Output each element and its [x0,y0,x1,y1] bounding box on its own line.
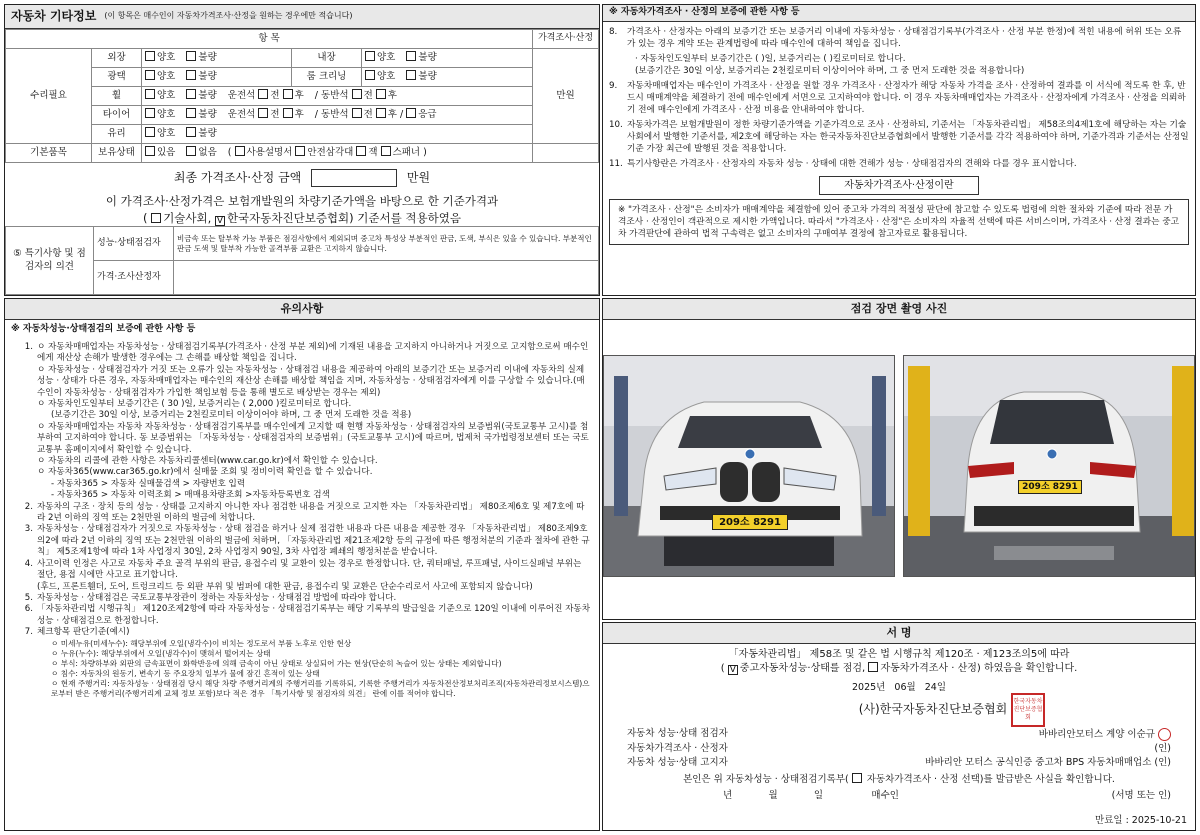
room-clean-bad-checkbox[interactable] [406,70,416,80]
signature-statement [603,644,1195,676]
inspector-label: 성능·상태점검자 [94,227,174,261]
good-text: 양호 [157,71,176,83]
basis-line2: ( 기술사회, V 한국자동차진단보증협회) 기준서를 적용하였음 [143,211,461,226]
bad-text: 불량 [418,52,437,64]
signature-line1: 「자동차관리법」 제58조 및 같은 법 시행규칙 제120조 · 제123조의5에 따라 [728,649,1070,661]
notice-subtitle: ※ 자동차성능·상태점검의 보증에 관한 사항 등 [11,324,196,335]
bad-text: 불량 [198,109,217,121]
price-value: 만원 [533,49,599,144]
tire-driver-front-checkbox[interactable] [258,108,268,118]
good-text: 양호 [377,52,396,64]
signature-row-notifier [603,756,1195,770]
buyer-day: 일 [813,790,824,802]
col-item-header: 항 목 [6,30,533,49]
repair-needed-label: 수리필요 [6,49,92,144]
has-text: 있음 [157,147,176,159]
etc-info-table [5,29,599,163]
special-notes-label: ⑤ 특기사항 및 점검자의 의견 [6,227,94,295]
date-day: 24일 [924,682,946,694]
none-text: 없음 [198,147,217,159]
final-price-block [5,163,599,187]
wheel-pass-front-checkbox[interactable] [352,89,362,99]
good-text: 양호 [157,90,176,102]
notice-1d: (보증기간은 30일 이상, 보증거리는 2천킬로미터 이상이어야 하며, 그 중 먼저 도래한 것을 적용) [51,410,412,421]
appraisal-warranty-panel [602,4,1196,296]
spanner-checkbox[interactable] [381,146,391,156]
appraiser-role: 자동차가격조사 · 산정자 [627,742,728,754]
bad-text: 불량 [198,71,217,83]
appraisal-text: 자동차가격조사 · 산정) 하였음을 확인합니다. [880,663,1078,675]
gloss-options [142,68,292,87]
wheel-driver-front-checkbox[interactable] [258,89,268,99]
vehicle-etc-info-panel [4,4,600,296]
rear-car-illustration [904,356,1195,577]
manual-text: 사용설명서 [246,147,293,159]
bad-text: 불량 [198,90,217,102]
interior-bad-checkbox[interactable] [406,51,416,61]
kadwa-checkbox[interactable]: V [216,216,224,226]
final-price-input[interactable] [311,169,397,187]
jack-checkbox[interactable] [356,146,366,156]
performance-check-text: 중고자동차성능·상태를 점검, [739,663,866,675]
tech-society-checkbox[interactable] [151,213,161,223]
wheel-good-checkbox[interactable] [145,89,155,99]
performance-check-checkbox[interactable]: V [729,665,736,676]
warranty-title: ※ 자동차가격조사 · 산정의 보증에 관한 사항 등 [603,5,1195,22]
notice-2: 자동차의 구조 · 장치 등의 성능 · 상태를 고지하지 아니한 자나 점검한 내용을 거짓으로 고지한 자는 「자동차관리법」 제80조제6호 및 제7호에 따라 2년 이하의 징역 또는 2천만원 이하의 벌금에 처합니다. [37,501,585,524]
exterior-good-checkbox[interactable] [145,51,155,61]
rear-car-photo [903,355,1195,577]
notice-7c: ㅇ 부식: 차량하부와 외판의 금속표면이 화학반응에 의해 금속이 아닌 상태로 상실되어 가는 현상(단순히 녹슬어 있는 상태는 제외합니다) [51,658,502,668]
etc-info-header [5,5,599,29]
notice-1a: ㅇ 자동차매매업자는 자동차성능 · 상태점검기록부(가격조사 · 산정 부분 제외)에 기재된 내용을 고지하지 아니하거나 거짓으로 고지함으로써 매수인에게 재산상 손해가 발생한 경우에는 그 손해를 배상할 책임을 집니다. [37,341,589,364]
room-clean-options [362,68,533,87]
warranty-item-11: 특기사항란은 가격조사 · 산정자의 자동차 성능 · 상태에 대한 견해가 성능 · 상태점검자의 견해와 다를 경우 표시합니다. [627,158,1077,169]
basic-items-label: 기본품목 [6,144,92,163]
item-number: 11. [609,158,623,169]
triangle-text: 안전삼각대 [307,147,354,159]
final-price-unit: 만원 [406,170,431,185]
notice-4: 사고이력 인정은 사고로 자동차 주요 골격 부위의 판금, 용접수리 및 교환이 있는 경우로 한정합니다. 단, 쿼터패널, 루프패널, 사이드실패널 부위는 절단, 용접 시에만 사고로 표기합니다. [37,558,582,581]
tire-spare-checkbox[interactable] [406,108,416,118]
rear-text: 후 [387,90,397,102]
spanner-text: 스패너 [392,147,421,159]
notice-1b: ㅇ 자동차성능 · 상태점검자가 거짓 또는 오류가 있는 자동차성능 · 상태점검 내용을 제공하여 아래의 보증기간 또는 보증거리 이내에 자동차의 실제 성능 · 상태가 다른 경우, 자동차매매업자는 매수인의 재산상 손해를 배상할 책임을 지며, 자동차성능 · 상태점검자에게 이를 구상할 수 있습니다.(매수인이 자동차성능 · 상태점검자가 가입한 책임보험 등을 통해 별도로 배상받는 경우는 제외) [37,364,585,398]
final-price-label: 최종 가격조사·산정 금액 [173,170,302,185]
wheel-label: 휠 [92,87,142,106]
rear-text: 후 [294,90,304,102]
basis-block [5,193,599,227]
room-clean-label: 룸 크리닝 [292,68,362,87]
rear-text: 후 [294,109,304,121]
glass-label: 유리 [92,125,142,144]
warranty-item-period: · 자동차인도일부터 보증기간은 ( )일, 보증거리는 ( )킬로미터로 합니다. [635,53,906,64]
tech-society-text: 기술사회, [163,211,212,225]
date-year: 2025년 [851,682,886,694]
front-text: 전 [270,109,280,121]
jack-text: 잭 [368,147,378,159]
item-number: 8. [609,26,618,37]
appraisal-box-text: ※ "가격조사 · 산정"은 소비자가 매매계약을 체결함에 있어 중고차 가격의 적절성 판단에 참고할 수 있도록 법령에 의한 절차와 기준에 따라 전문 가격조사 · 산정인이 객관적으로 제시한 가액입니다. 따라서 "가격조사 · 산정"은 소비자의 자율적 선택에 따른 서비스이며, 가격조사 · 산정 결과는 중고차 가격판단에 관하여 법적 구속력은 없고 소비자의 구매여부 결정에 참고자료로 활용됩니다. [609,199,1189,245]
signature-org [603,693,1195,727]
signature-line2: ( V 중고자동차성능·상태를 점검, 자동차가격조사 · 산정) 하였음을 확인합니다. [720,663,1078,676]
signature-header: 서 명 [603,623,1195,644]
notice-7b: ㅇ 누유(누수): 해당부위에서 오일(냉각수)이 맺혀서 떨어지는 상태 [51,648,271,658]
driver-text: 운전석 [227,109,256,121]
notifier-role: 자동차 성능·상태 고지자 [627,757,728,769]
interior-options [362,49,533,68]
kadwa-text: 한국자동차진단보증협회) 기준서를 적용하였음 [226,211,461,225]
appraiser-opinion [174,261,599,295]
buyer-month: 월 [768,790,778,802]
notice-4b: (후드, 프론트휀더, 도어, 트렁크리드 등 외판 부위 및 범퍼에 대한 판금, 용접수리 및 교환은 단순수리로서 사고에 포함되지 않습니다) [37,581,533,592]
front-plate: 209소 8291 [712,514,788,530]
etc-info-title: 자동차 기타정보 [11,8,97,23]
col-price-header: 가격조사·산정 [533,30,599,49]
inspector-opinion: 비금속 또는 탈부착 가능 부품은 점검사항에서 제외되며 중고차 특성상 부분적인 판금, 도색, 부식은 있을 수 있습니다. 부분적인 판금 도색 및 탈부착 가능한 골격부품 교환은 고지하지 않습니다. [174,227,599,261]
warranty-item-period-note: (보증기간은 30일 이상, 보증거리는 2천킬로미터 이상이어야 하며, 그 중 먼저 도래한 것을 적용합니다) [635,65,1025,76]
interior-good-checkbox[interactable] [365,51,375,61]
wheel-pass-rear-checkbox[interactable] [376,89,386,99]
receipt-appraisal-checkbox[interactable] [852,773,862,783]
photo-header: 점검 장면 촬영 사진 [603,299,1195,320]
has-checkbox[interactable] [145,146,155,156]
tire-pass-front-checkbox[interactable] [352,108,362,118]
basis-line1: 이 가격조사·산정가격은 보험개발원의 차량기준가액을 바탕으로 한 기준가격과 [105,194,499,208]
front-text: 전 [270,90,280,102]
tire-label: 타이어 [92,106,142,125]
exterior-options [142,49,292,68]
buyer-year: 년 [723,790,733,802]
org-name: (사)한국자동차진단보증협회 [858,701,1008,716]
warranty-item-10: 자동차가격은 보험개발원이 정한 차량기준가액을 기준가격으로 조사 · 산정하되, 기준서는 「자동차관리법」 제58조의4제1호에 해당하는 자는 기술사회에서 발행한 기준서를, 제2호에 해당하는 자는 한국자동차진단보증협회에서 발행한 기준서를 각각 적용하여야 하며, 기준가격과 기준서는 산정일 기준 가장 최근에 발행된 것을 적용합니다. [627,119,1189,154]
front-text: 전 [363,109,373,121]
own-state-label: 보유상태 [92,144,142,163]
buyer-sign[interactable]: (서명 또는 인) [1111,790,1171,802]
triangle-checkbox[interactable] [295,146,305,156]
tire-options: 양호 불량 운전석 전 후 / 동반석 전 후 / 응급 [142,106,533,125]
bad-text: 불량 [198,52,217,64]
org-seal-icon: 한국자동차진단보증협회 [1011,693,1045,727]
photo-panel [602,298,1196,620]
inspector-name: 바바리안모터스 계양 이순규 [1038,728,1155,740]
passenger-text: 동반석 [321,90,349,102]
appraisal-box-title: 자동차가격조사·산정이란 [819,176,978,195]
notice-1g: ㅇ 자동차365(www.car365.go.kr)에서 실매물 조회 및 정비이력 확인을 할 수 있습니다. [37,467,373,478]
tire-pass-rear-checkbox[interactable] [376,108,386,118]
manual-checkbox[interactable] [235,146,245,156]
special-notes-table [5,226,599,295]
signature-row-inspector [603,727,1195,742]
item-number: 10. [609,119,623,130]
wheel-bad-checkbox[interactable] [186,89,196,99]
passenger-text: 동반석 [321,109,349,121]
notice-1h: - 자동차365 > 자동차 실매물검색 > 자량번호 입력 [51,478,246,489]
expiry-date: 만료일 : 2025-10-21 [1095,814,1187,826]
notice-7d: ㅇ 침수: 자동차의 원동기, 변속기 등 주요장치 일부가 물에 잠긴 흔적이 있는 상태 [51,668,320,678]
notice-header: 유의사항 [5,299,599,320]
date-month: 06월 [894,682,916,694]
notice-3: 자동차성능 · 상태점검자가 거짓으로 자동차성능 · 상태 점검을 하거나 실제 점검한 내용과 다른 내용을 제공한 경우 「자동차관리법」 제80조제9호의2에 따라 2년 이하의 징역 또는 2천만원 이하의 벌금에 처하며, 「자동차관리법 제21조제2항 등의 규정에 따른 행정처분의 기준과 절차에 관한 규칙」 제5조제1항에 따라 1차 사업정지 30일, 2차 사업정지 90일, 3차 사업장 폐쇄의 행정처분을 받습니다. [37,524,590,558]
buyer-label: 매수인 [871,790,899,802]
glass-good-checkbox[interactable] [145,127,155,137]
driver-text: 운전석 [227,90,256,102]
room-clean-good-checkbox[interactable] [365,70,375,80]
bad-text: 불량 [418,71,437,83]
tire-bad-checkbox[interactable] [186,108,196,118]
spare-text: 응급 [418,109,437,121]
notice-panel [4,298,600,831]
front-car-photo [603,355,895,577]
receipt-text-a: 본인은 위 자동차성능 · 상태점검기록부( [683,773,849,785]
good-text: 양호 [157,52,176,64]
rear-text: 후 [387,109,397,121]
notifier-name: 바바리안 모터스 공식인증 중고차 BPS 자동차매매업소 (인) [925,757,1171,769]
basic-items-options: 있음 없음 ( 사용설명서 안전삼각대 잭 스패너 ) [142,144,533,163]
tire-good-checkbox[interactable] [145,108,155,118]
etc-info-note: (이 항목은 매수인이 자동차가격조사·산정을 원하는 경우에만 적습니다) [104,11,353,21]
wheel-driver-rear-checkbox[interactable] [283,89,293,99]
appraisal-checkbox[interactable] [868,662,878,672]
none-checkbox[interactable] [186,146,196,156]
notice-1e: ㅇ 자동차매매업자는 자동차 자동차성능 · 상태점검기록부를 매수인에게 고지할 때 현행 자동차성능 · 상태점검자의 보증범위(국토교통부 고시)를 첨부하여 고지하여야 합니다. 동 보증범위는 「자동차성능 · 상태점검자의 보증범위」(국토교통부 고시)에 따르며, 법제처 국가법령정보센터 또는 국토교통부 홈페이지에서 확인할 수 있습니다. [37,421,589,455]
basic-items-price [533,144,599,163]
glass-options [142,125,533,144]
front-text: 전 [363,90,373,102]
front-car-illustration [604,356,895,577]
notice-5: 자동차성능 · 상태점검은 국토교통부장관이 정하는 자동차성능 · 상태점검 방법에 따라야 합니다. [37,592,397,603]
wheel-options: 양호 불량 운전석 전 후 / 동반석 전 후 [142,87,533,106]
receipt-text-b: 자동차가격조사 · 산정 선택)를 발급받은 사실을 확인합니다. [866,773,1115,785]
notice-1c: ㅇ 자동차인도일부터 보증기간은 ( 30 )일, 보증거리는 ( 2,000 )킬로미터로 합니다. [37,399,352,410]
notice-7a: ㅇ 미세누유(미세누수): 해당부위에 오일(냉각수)이 비치는 정도로서 부품 노후로 인한 현상 [51,638,352,648]
gloss-label: 광택 [92,68,142,87]
exterior-bad-checkbox[interactable] [186,51,196,61]
warranty-items [609,26,1189,170]
glass-bad-checkbox[interactable] [186,127,196,137]
notice-1f: ㅇ 자동차의 리콜에 관한 사항은 자동차리콜센터(www.car.go.kr)에서 확인할 수 있습니다. [37,456,378,467]
inspector-role: 자동차 성능·상태 점검자 [627,727,728,739]
warranty-item-8: 가격조사 · 산정자는 아래의 보증기간 또는 보증거리 이내에 자동차성능 · 상태점검기록부(가격조사 · 산정 부분 한정)에 적힌 내용에 허위 또는 오류가 있는 경우 계약 또는 관계법령에 따라 매수인에 대하여 책임을 집니다. [627,26,1182,49]
notice-6: 「자동차관리법 시행규칙」 제120조제2항에 따라 자동차성능 · 상태점검기록부는 해당 기록부의 발급일을 기준으로 120일 이내에 이루어진 자동차 성능 · 상태점검으로 한정합니다. [37,604,591,626]
inspector-stamp-icon [1158,728,1171,741]
appraiser-sign: (인) [1154,742,1171,754]
signature-panel [602,622,1196,831]
notice-body: 1. ㅇ 자동차매매업자는 자동차성능 · 상태점검기록부(가격조사 · 산정 부분 제외)에 기재된 내용을 고지하지 아니하거나 거짓으로 고지함으로써 매수인에게 재산상 손해가 발생한 경우에는 그 손해를 배상할 책임을 집니다. ㅇ 자동차성능 · 상태점검자가 거짓 또는 오류가 있는 자동차성능 · 상태점검 내용을 제공하여 아래의 보증기간 또는 보증거리 이내에 자동차의 실제 성능 · 상태가 다른 경우, 자동차매매업자는 매수인의 재산상 손해를 배상할 책임을 지며, 자동차성능 · 상태점검자에게 이를 구상할 수 있습니다.(매수인이 자동차성능 · 상태점검자가 가입한 책임보험 등을 통해 별도로 배상받는 경우는 제외) ㅇ 자동차인도일부터 보증기간은 ( 30 )일, 보증거리는 ( 2,000 )킬로미터로 합니다. (보증기간은 30일 이상, 보증거리는 2천킬로미터 이상이어야 하며, 그 중 먼저 도래한 것을 적용) ㅇ 자동차매매업자는 자동차 자동차성능 · 상태점검기록부를 매수인에게 고지할 때 현행 자동차성능 · 상태점검자의 보증범위(국토교통부 고시)를 첨부하여 고지하여야 합니다. 동 보증범위는 「자동차성능 · 상태점검자의 보증범위」(국토교통부 고시)에 따르며, 법제처 국가법령정보센터 또는 국토교통부 홈페이지에서 확인할 수 있습니다. ㅇ 자동차의 리콜에 관한 사항은 자동차리콜센터(www.car.go.kr)에서 확인할 수 있습니다. ㅇ 자동차365(www.car365.go.kr)에서 실매물 조회 및 정비이력 확인을 할 수 있습니다. - 자동차365 > 자동차 실매물검색 > 자량번호 입력 - 자동차365 > 자동차 이력조회 > 매매용차량조회 >자동차등록번호 검색 2. 자동차의 구조 · 장치 등의 성능 · 상태를 고지하지 아니한 자나 점검한 내용을 거짓으로 고지한 자는 「자동차관리법」 제80조제6호 및 제7호에 따라 2년 이하의 징역 또는 2천만원 이하의 벌금에 처합니다. 3. 자동차성능 · 상태점검자가 거짓으로 자동차성능 · 상태 점검을 하거나 실제 점검한 내용과 다른 내용을 제공한 경우 「자동차관리법」 제80조제9호의2에 따라 2년 이하의 징역 또는 2천만원 이하의 벌금에 처하며, 「자동차관리법 제21조제2항 등의 규정에 따른 행정처분의 기준과 절차에 관한 규칙」 제5조제1항에 따라 1차 사업정지 30일, 2차 사업정지 90일, 3차 사업장 폐쇄의 행정처분을 받습니다. 4. 사고이력 인정은 사고로 자동차 주요 골격 부위의 판금, 용접수리 및 교환이 있는 경우로 한정합니다. 단, 쿼터패널, 루프패널, 사이드실패널 부위는 절단, 용접 시에만 사고로 표기합니다. (후드, 프론트휀더, 도어, 트렁크리드 등 외판 부위 및 범퍼에 대한 판금, 용접수리 및 교환은 단순수리로서 사고에 포함되지 않습니다) 5. 자동차성능 · 상태점검은 국토교통부장관이 정하는 자동차성능 · 상태점검 방법에 따라야 합니다. 6. 「자동차관리법 시행규칙」 제120조제2항에 따라 자동차성능 · 상태점검기록부는 해당 기록부의 발급일을 기준으로 120일 이내에 이루어진 자동차 성능 · 상태점검으로 한정합니다. 7. 체크항목 판단기준(예시) ㅇ 미세누유(미세누수): 해당부위에 오일(냉각수)이 비치는 정도로서 부품 노후로 인한 현상 ㅇ 누유(누수): 해당부위에서 오일(냉각수)이 맺혀서 떨어지는 상태 ㅇ 부식: 차량하부와 외판의 금속표면이 화학반응에 의해 금속이 아닌 상태로 상실되어 가는 현상(단순히 녹슬어 있는 상태는 제외합니다) ㅇ 침수: 자동차의 원동기, 변속기 등 주요장치 일부가 물에 잠긴 흔적이 있는 상태 ㅇ 현재 주행거리: 자동차성능 · 상태점검 당시 해당 차량 주행거리계의 주행거리를 기록하되, 기록한 주행거리가 자동차전산정보처리조직(자동차관리정보시스템)으로부터 받은 주행거리(주행거리계 교체 정보 포함)보다 적은 경우 「특기사항 및 점검자의 의견」 란에 이를 적어야 합니다. [24,341,591,698]
signature-buyer-row [603,786,1195,802]
gloss-good-checkbox[interactable] [145,70,155,80]
signature-receipt [603,773,1195,786]
warranty-item-9: 자동차매매업자는 매수인이 가격조사 · 산정을 원할 경우 가격조사 · 산정자가 해당 자동차 가격을 조사 · 산정하여 결과를 이 서식에 적도록 한 후, 반드시 매매계약을 체결하기 전에 매수인에게 서면으로 고지하여야 합니다. 이 경우 자동차매매업자는 가격조사 · 산정자에게 가격조사 · 산정을 의뢰하기 전에 매수인에게 가격조사 · 산정 비용을 안내하여야 합니다. [627,80,1186,115]
good-text: 양호 [377,71,396,83]
rear-plate: 209소 8291 [1018,480,1082,494]
signature-row-appraiser [603,742,1195,756]
notice-7e: ㅇ 현재 주행거리: 자동차성능 · 상태점검 당시 해당 차량 주행거리계의 주행거리를 기록하되, 기록한 주행거리가 자동차전산정보처리조직(자동차관리정보시스템)으로부터 받은 주행거리(주행거리계 교체 정보 포함)보다 적은 경우 「특기사항 및 점검자의 의견」 란에 이를 적어야 합니다. [51,678,590,698]
tire-driver-rear-checkbox[interactable] [283,108,293,118]
item-number: 9. [609,80,618,91]
bad-text: 불량 [198,128,217,140]
good-text: 양호 [157,128,176,140]
appraiser-label: 가격·조사산정자 [94,261,174,295]
interior-label: 내장 [292,49,362,68]
good-text: 양호 [157,109,176,121]
notice-1i: - 자동차365 > 자동차 이력조회 > 매매용차량조회 >자동차등록번호 검색 [51,490,330,501]
exterior-label: 외장 [92,49,142,68]
notice-7: 체크항목 판단기준(예시) [37,627,130,638]
gloss-bad-checkbox[interactable] [186,70,196,80]
